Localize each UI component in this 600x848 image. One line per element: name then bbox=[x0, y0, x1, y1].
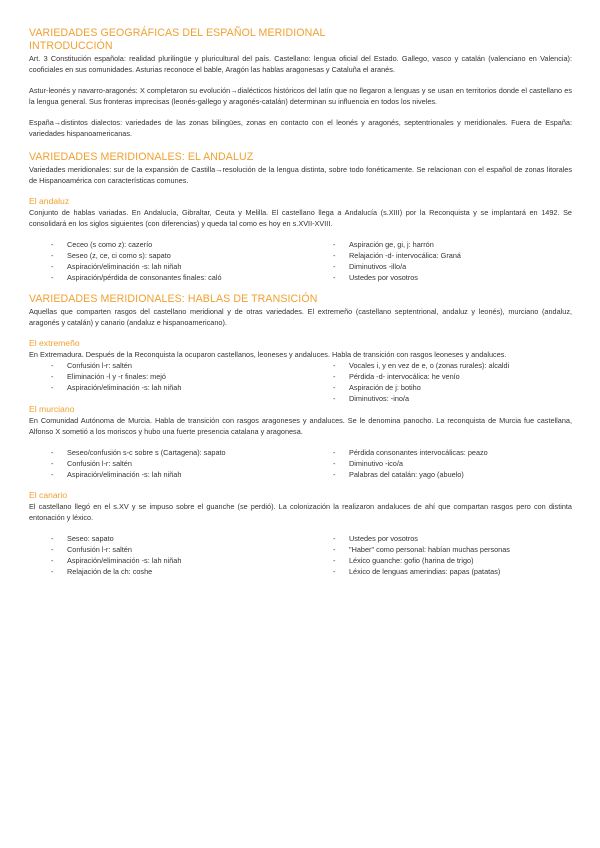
canario-features-left bbox=[29, 533, 319, 577]
list-item: - Confusión l-r: saltén bbox=[51, 360, 319, 371]
intro-paragraph-2: Astur-leonés y navarro-aragonés: X completaron su evolución→dialécticos históricos del latín que no llegaron a lenguas y se usan en territorios donde el castellano es la lengua general. Sus fronteras imprecisas (leonés-gallego y aragonés-catalán) determinan su influencia en todos los niveles. bbox=[29, 86, 572, 106]
list-item: - Aspiración de j: botiho bbox=[333, 382, 572, 393]
list-item: - Ustedes por vosotros bbox=[333, 533, 572, 544]
list-item: - Vocales i, y en vez de e, o (zonas rurales): alcaldi bbox=[333, 360, 572, 371]
murciano-features-left bbox=[29, 447, 319, 480]
list-item: - Seseo (z, ce, ci como s): sapato bbox=[51, 250, 319, 261]
list-item: - Relajación -d- intervocálica: Graná bbox=[333, 250, 572, 261]
intro-paragraph-3: España→distintos dialectos: variedades de las zonas bilingües, zonas en contacto con el leonés y aragonés, septentrionales y meridionales. Fuera de España: variedades hispanoamericanas. bbox=[29, 118, 572, 138]
subsection-heading-canario: El canario bbox=[29, 490, 68, 500]
list-item: - Aspiración/eliminación -s: lah niñah bbox=[51, 382, 319, 393]
list-item: - Confusión l-r: saltén bbox=[51, 544, 319, 555]
andaluz-features-left bbox=[29, 239, 319, 283]
section-heading-meridionales: VARIEDADES MERIDIONALES: EL ANDALUZ bbox=[29, 151, 254, 163]
canario-features-right bbox=[319, 533, 572, 577]
document-title: VARIEDADES GEOGRÁFICAS DEL ESPAÑOL MERIDIONAL bbox=[29, 27, 326, 39]
transicion-paragraph: Aquellas que comparten rasgos del castellano meridional y de otras variedades. El extremeño (castellano septentrional, andaluz y leonés), murciano (andaluz, aragonés y catalán) y canario (andaluz e hispanoamericano). bbox=[29, 307, 572, 327]
list-item: - Confusión l-r: saltén bbox=[51, 458, 319, 469]
list-item: - Palabras del catalán: yago (abuelo) bbox=[333, 469, 572, 480]
list-item: - Eliminación -l y -r finales: mejó bbox=[51, 371, 319, 382]
list-item: - Diminutivo -ico/a bbox=[333, 458, 572, 469]
list-item: - Pérdida consonantes intervocálicas: peazo bbox=[333, 447, 572, 458]
list-item: - Aspiración ge, gi, j: harrón bbox=[333, 239, 572, 250]
andaluz-features-right bbox=[319, 239, 572, 283]
andaluz-paragraph: Conjunto de hablas variadas. En Andalucía, Gibraltar, Ceuta y Melilla. El castellano llega a Andalucía (s.XIII) por la Reconquista y se implantará en 1492. Se consolidará en los siglos siguientes (con diferencias) y queda tal como es hoy en s.XVII-XVIII. bbox=[29, 208, 572, 228]
subsection-heading-extremeno: El extremeño bbox=[29, 338, 80, 348]
list-item: - Ceceo (s como z): cazerío bbox=[51, 239, 319, 250]
list-item: - Aspiración/eliminación -s: lah niñah bbox=[51, 469, 319, 480]
list-item: - Diminutivos: -ino/a bbox=[333, 393, 572, 404]
subsection-heading-murciano: El murciano bbox=[29, 404, 75, 414]
list-item: - Léxico de lenguas amerindias: papas (patatas) bbox=[333, 566, 572, 577]
murciano-features-right bbox=[319, 447, 572, 480]
murciano-paragraph: En Comunidad Autónoma de Murcia. Habla de transición con rasgos aragoneses y andaluces. Se le denomina panocho. La reconquista de Murcia fue castellana, Alfonso X sometió a los moriscos y hubo una fuerte presencia catalana y aragonesa. bbox=[29, 416, 572, 436]
list-item: - Relajación de la ch: coshe bbox=[51, 566, 319, 577]
intro-paragraph-1: Art. 3 Constitución española: realidad plurilingüe y pluricultural del país. Castellano: lengua oficial del Estado. Gallego, vasco y catalán (valenciano en Valencia): cooficiales en sus comunidades. Asturias reconoce el bable, Aragón las hablas aragonesas y Cataluña el aranés. bbox=[29, 54, 572, 74]
list-item: - Pérdida -d- intervocálica: he venío bbox=[333, 371, 572, 382]
list-item: - Seseo: sapato bbox=[51, 533, 319, 544]
list-item: - Ustedes por vosotros bbox=[333, 272, 572, 283]
list-item: - Léxico guanche: gofio (harina de trigo) bbox=[333, 555, 572, 566]
section-heading-introduccion: INTRODUCCIÓN bbox=[29, 40, 113, 52]
subsection-heading-andaluz: El andaluz bbox=[29, 196, 70, 206]
extremeno-features-right bbox=[319, 360, 572, 404]
murciano-features bbox=[29, 447, 572, 480]
list-item: - Diminutivos -illo/a bbox=[333, 261, 572, 272]
list-item: - Seseo/confusión s-c sobre s (Cartagena): sapato bbox=[51, 447, 319, 458]
list-item: - Aspiración/eliminación -s: lah niñah bbox=[51, 261, 319, 272]
canario-paragraph: El castellano llegó en el s.XV y se impuso sobre el guanche (se perdió). La colonización la realizaron andaluces de ahí que compartan rasgos pero con distinta entonación y léxico. bbox=[29, 502, 572, 522]
section-heading-transicion: VARIEDADES MERIDIONALES: HABLAS DE TRANSICIÓN bbox=[29, 293, 318, 305]
extremeno-features bbox=[29, 360, 572, 404]
list-item: - Aspiración/eliminación -s: lah niñah bbox=[51, 555, 319, 566]
canario-features bbox=[29, 533, 572, 577]
meridionales-paragraph: Variedades meridionales: sur de la expansión de Castilla→resolución de la lengua distinta, sobre todo fonéticamente. Se relacionan con el español de zonas litorales de Hispanoamérica con características comunes. bbox=[29, 165, 572, 185]
extremeno-features-left bbox=[29, 360, 319, 404]
list-item: - Aspiración/pérdida de consonantes finales: caló bbox=[51, 272, 319, 283]
list-item: - "Haber" como personal: habían muchas personas bbox=[333, 544, 572, 555]
andaluz-features bbox=[29, 239, 572, 283]
extremeno-paragraph: En Extremadura. Después de la Reconquista la ocuparon castellanos, leoneses y andaluces. Habla de transición con rasgos leoneses y andaluces. bbox=[29, 350, 507, 359]
